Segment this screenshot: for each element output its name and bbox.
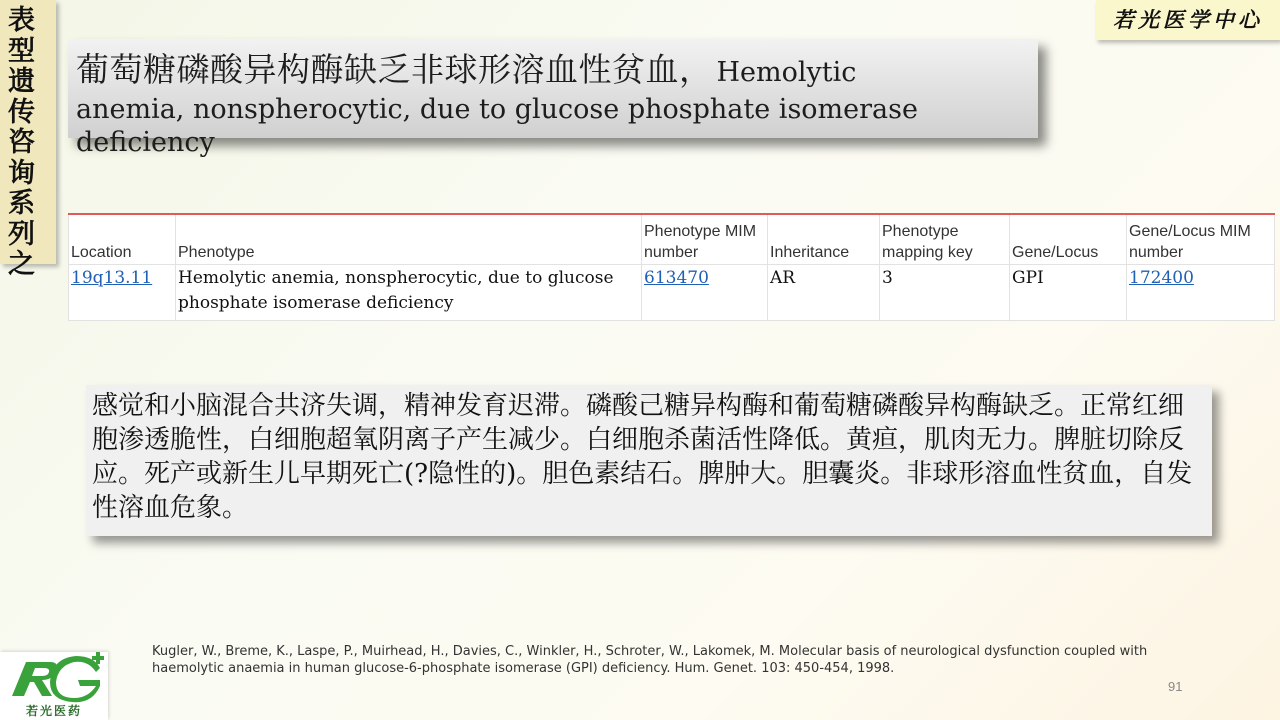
rg-logo-icon xyxy=(4,652,104,704)
phenotype-cell: Hemolytic anemia, nonspherocytic, due to glucose phosphate isomerase deficiency xyxy=(176,264,642,320)
gene-mim-link[interactable]: 172400 xyxy=(1129,267,1194,288)
title-chinese: 葡萄糖磷酸异构酶缺乏非球形溶血性贫血， xyxy=(76,50,713,89)
header-gene-locus: Gene/Locus xyxy=(1010,214,1127,264)
header-gene-mim: Gene/Locus MIM number xyxy=(1127,214,1275,264)
side-banner-text: 表型遗传咨询系列之 xyxy=(8,5,35,280)
table-row xyxy=(69,264,1275,320)
gene-locus-cell: GPI xyxy=(1010,264,1127,320)
brand-label: 若光医学中心 xyxy=(1096,0,1280,40)
mapping-key-cell: 3 xyxy=(880,264,1010,320)
slide-title xyxy=(68,39,1038,158)
page-number: 91 xyxy=(1168,679,1183,694)
company-logo xyxy=(0,652,108,720)
header-inheritance: Inheritance xyxy=(768,214,880,264)
title-english-part2: anemia, nonspherocytic, due to glucose phosphate isomerase deficiency xyxy=(76,94,918,158)
clinical-description: 感觉和小脑混合共济失调，精神发育迟滞。磷酸己糖异构酶和葡萄糖磷酸异构酶缺乏。正常红细胞渗透脆性，白细胞超氧阴离子产生减少。白细胞杀菌活性降低。黄疸，肌肉无力。脾脏切除反应。死产或新生儿早期死亡(?隐性的)。胆色素结石。脾肿大。胆囊炎。非球形溶血性贫血，自发性溶血危象。 xyxy=(86,385,1212,536)
reference-citation: Kugler, W., Breme, K., Laspe, P., Muirhead, H., Davies, C., Winkler, H., Schroter, W., Lakomek, M. Molecular basis of neurological dysfunction coupled with haemolytic anaemia in human glucose-6-phosphate isomerase (GPI) deficiency. Hum. Genet. 103: 450-454, 1998. xyxy=(152,644,1148,676)
location-link[interactable]: 19q13.11 xyxy=(71,267,153,288)
table-header-row xyxy=(69,214,1275,264)
side-banner xyxy=(0,0,56,280)
title-english-part1: Hemolytic xyxy=(716,57,857,88)
omim-table xyxy=(68,213,1275,321)
header-location: Location xyxy=(69,214,176,264)
phenotype-mim-link[interactable]: 613470 xyxy=(644,267,709,288)
header-mapping-key: Phenotype mapping key xyxy=(880,214,1010,264)
header-phenotype: Phenotype xyxy=(176,214,642,264)
logo-text: 若光医药 xyxy=(25,704,82,718)
inheritance-cell: AR xyxy=(768,264,880,320)
header-phenotype-mim: Phenotype MIM number xyxy=(642,214,768,264)
